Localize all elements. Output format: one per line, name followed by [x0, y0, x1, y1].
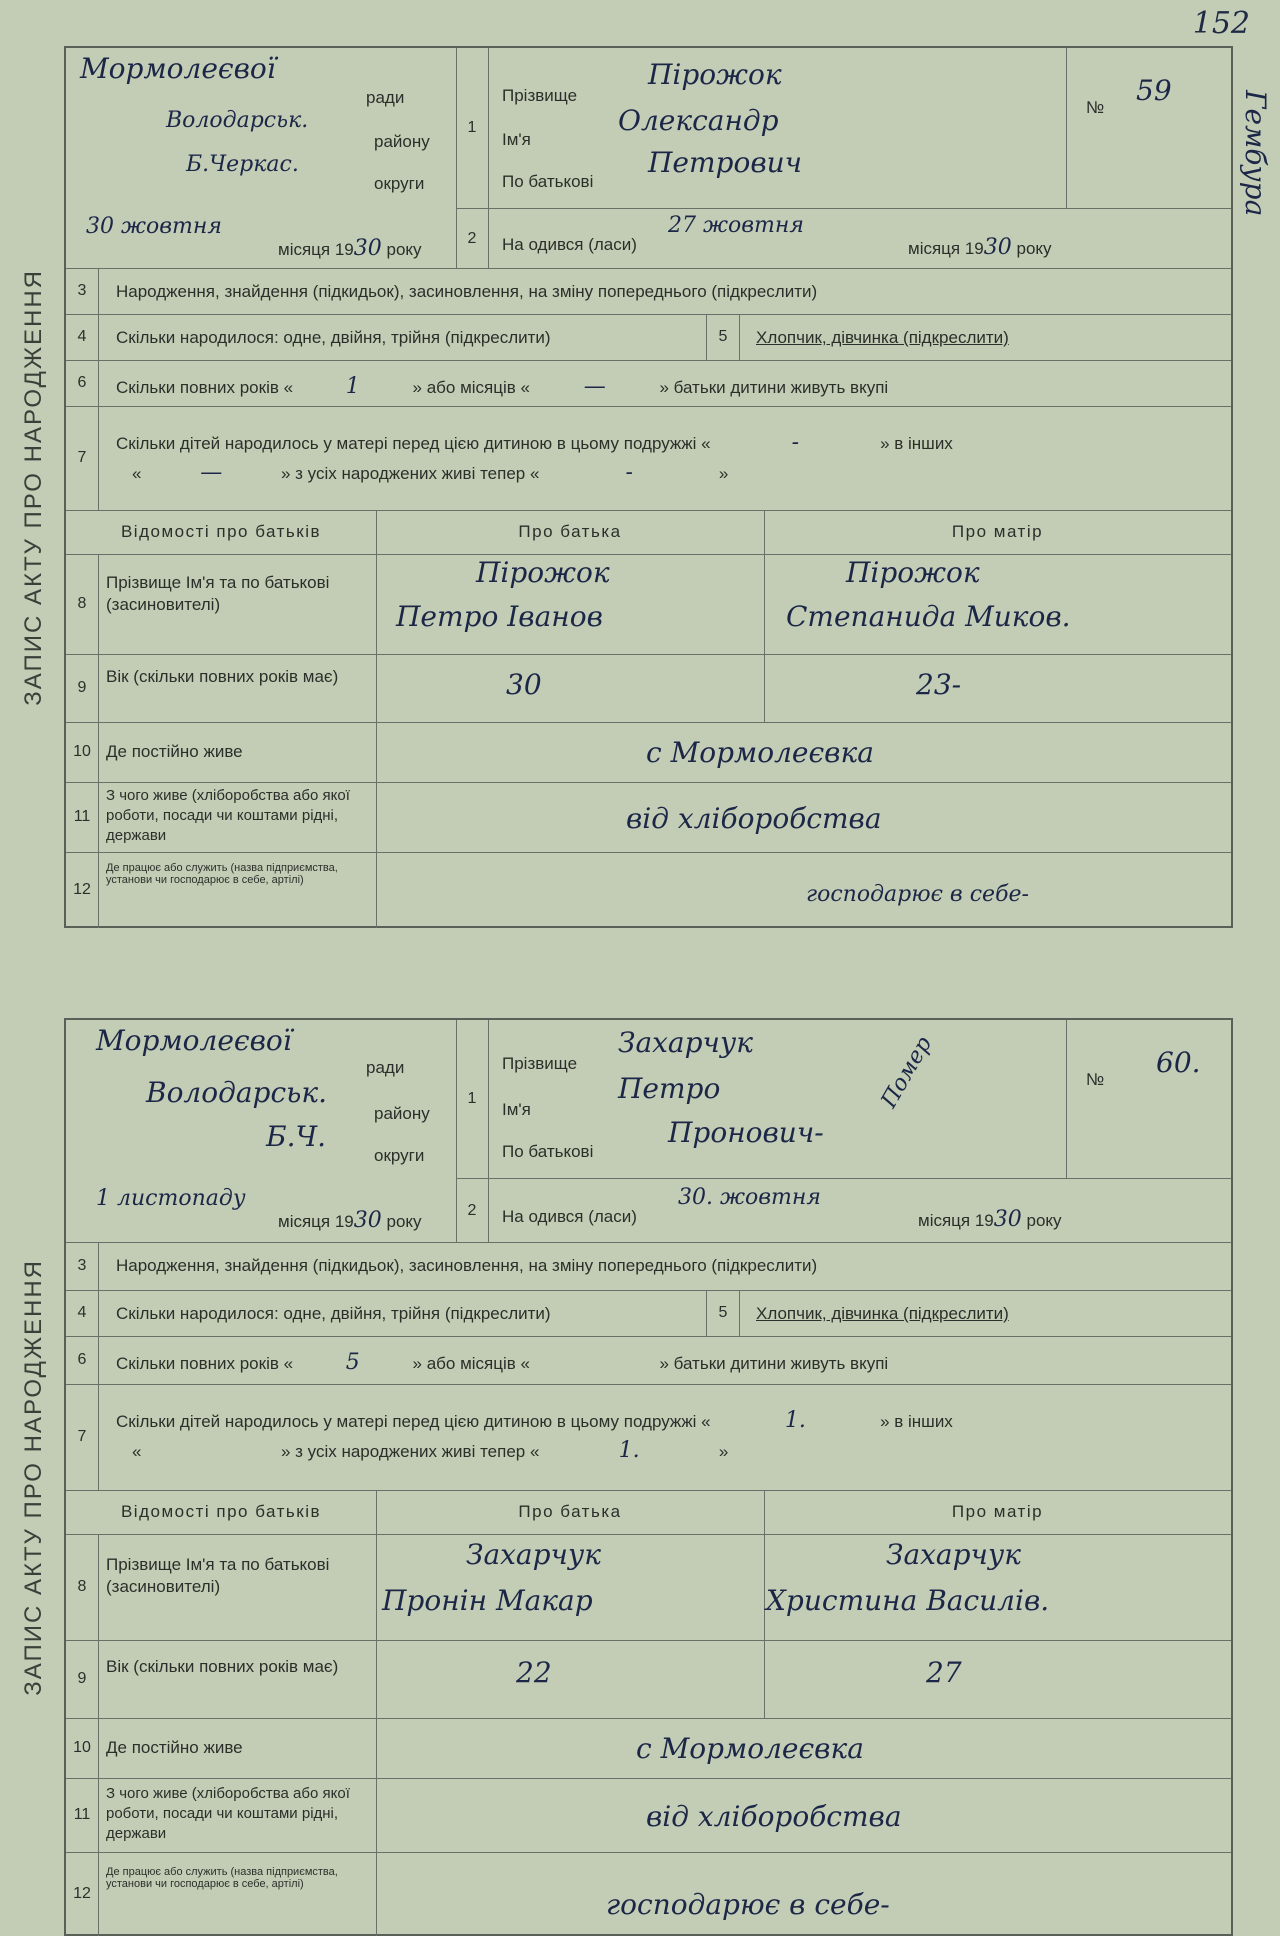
- mother-header: Про матір: [951, 522, 1044, 541]
- reg-date-value: 30 жовтня: [86, 214, 222, 239]
- born-date-value: 27 жовтня: [668, 213, 804, 238]
- name-cell: [488, 48, 1067, 208]
- record-form: [64, 46, 1233, 928]
- number-label: №: [1086, 1070, 1105, 1089]
- born-date-value: 30. жовтня: [678, 1185, 821, 1210]
- record-form: [64, 1018, 1233, 1936]
- row-number-1: 1: [456, 1020, 489, 1178]
- livelihood: від хліборобства: [626, 802, 882, 835]
- born-label: На одився (ласи): [502, 1207, 637, 1226]
- father-age: 30: [506, 668, 542, 701]
- death-note: Помер: [876, 1032, 938, 1113]
- row-4: 4 Скільки народилося: одне, двійня, трійня (підкреслити) 5 Хлопчик, дівчинка (підкреслити): [66, 314, 1231, 361]
- reg-month-label: місяця 1930 року: [278, 236, 422, 261]
- raion-label: району: [374, 1104, 430, 1123]
- row4-text: Скільки народилося: одне, двійня, трійня (підкреслити): [116, 1304, 551, 1323]
- okruha-label: округи: [374, 174, 425, 193]
- row6-text: Скільки повних років « 5 » або місяців « » батьки дитини живуть вкупі: [116, 1350, 889, 1375]
- born-month-label: місяця 1930 року: [908, 235, 1052, 260]
- row8-label: Прізвище Ім'я та по батькові (засиновителі): [106, 573, 330, 614]
- father-age: 22: [516, 1656, 552, 1689]
- raion-value: Володарськ.: [166, 108, 309, 133]
- header-block: [66, 1020, 1231, 1243]
- name-value: Олександр: [618, 104, 779, 137]
- mother-name-1: Пірожок: [846, 556, 980, 589]
- patronymic-value: Петрович: [648, 146, 803, 179]
- mother-name-1: Захарчук: [886, 1538, 1021, 1571]
- okruha-value: Б.Ч.: [266, 1120, 327, 1153]
- row-8: 8 Прізвище Ім'я та по батькові (засиновителі) Захарчук Пронін Макар Захарчук Христина Василів.: [66, 1534, 1231, 1641]
- row-11: 11 З чого живе (хліборобства або якої роботи, посади чи коштами рідні, держави від хліборобства: [66, 1778, 1231, 1853]
- row7-line2: « — » з усіх народжених живі тепер « - »: [132, 460, 729, 485]
- row10-label: Де постійно живе: [106, 1738, 243, 1757]
- row3-text: Народження, знайдення (підкидьок), засиновлення, на зміну попереднього (підкреслити): [116, 282, 818, 301]
- row-10: 10 Де постійно живе с Мормолеєвка: [66, 1718, 1231, 1779]
- number-label: №: [1086, 98, 1105, 117]
- row7-line1: Скільки дітей народилось у матері перед цією дитиною в цьому подружжі « 1. » в інших: [116, 1408, 953, 1433]
- rada-label: ради: [366, 88, 405, 107]
- mother-header: Про матір: [951, 1502, 1044, 1521]
- row5-text: Хлопчик, дівчинка (підкреслити): [756, 328, 1009, 347]
- surname-value: Пірожок: [648, 58, 782, 91]
- row-6: 6 Скільки повних років « 5 » або місяців « » батьки дитини живуть вкупі: [66, 1336, 1231, 1385]
- born-cell: [488, 1178, 1231, 1243]
- birth-record-59: [8, 46, 1233, 928]
- name-cell: [488, 1020, 1067, 1178]
- raion-label: району: [374, 132, 430, 151]
- workplace: господарює в себе-: [606, 1888, 890, 1921]
- margin-note: Гембура: [1239, 90, 1272, 217]
- number-cell: [1066, 1020, 1231, 1150]
- surname-label: Прізвище: [502, 1054, 578, 1073]
- livelihood: від хліборобства: [646, 1800, 902, 1833]
- header-block: [66, 48, 1231, 269]
- parents-header: Відомості про батьків: [66, 510, 377, 554]
- record-number: 60.: [1156, 1046, 1201, 1079]
- row5-text: Хлопчик, дівчинка (підкреслити): [756, 1304, 1009, 1323]
- born-label: На одився (ласи): [502, 235, 637, 254]
- row-3: 3 Народження, знайдення (підкидьок), засиновлення, на зміну попереднього (підкреслити): [66, 1242, 1231, 1291]
- born-month-label: місяця 1930 року: [918, 1207, 1062, 1232]
- surname-label: Прізвище: [502, 86, 578, 105]
- record-side-title: ЗАПИС АКТУ ПРО НАРОДЖЕННЯ: [20, 1258, 47, 1696]
- father-name-cell: Захарчук Пронін Макар: [376, 1534, 765, 1640]
- row3-text: Народження, знайдення (підкидьок), засиновлення, на зміну попереднього (підкреслити): [116, 1256, 818, 1275]
- name-value: Петро: [618, 1072, 721, 1105]
- row11-label: З чого живе (хліборобства або якої роботи, посади чи коштами рідні, держави: [106, 787, 350, 844]
- rada-value: Мормолеєвої: [96, 1024, 292, 1057]
- mother-age: 27: [926, 1656, 962, 1689]
- row12-label: Де працює або служить (назва підприємства, установи чи господарює в себе, артілі): [106, 1866, 338, 1890]
- row9-label: Вік (скільки повних років має): [106, 667, 339, 686]
- workplace: господарює в себе-: [806, 882, 1029, 907]
- surname-value: Захарчук: [618, 1026, 753, 1059]
- row10-label: Де постійно живе: [106, 742, 243, 761]
- reg-month-label: місяця 1930 року: [278, 1208, 422, 1233]
- okruha-value: Б.Черкас.: [186, 152, 299, 177]
- row-6: 6 Скільки повних років « 1 » або місяців « — » батьки дитини живуть вкупі: [66, 360, 1231, 407]
- row6-text: Скільки повних років « 1 » або місяців « — » батьки дитини живуть вкупі: [116, 374, 889, 399]
- row-4: 4 Скільки народилося: одне, двійня, трійня (підкреслити) 5 Хлопчик, дівчинка (підкреслити): [66, 1290, 1231, 1337]
- birth-record-60: [8, 1018, 1233, 1936]
- row9-label: Вік (скільки повних років має): [106, 1657, 339, 1676]
- row7-line2: « » з усіх народжених живі тепер « 1. »: [132, 1438, 729, 1463]
- name-label: Ім'я: [502, 130, 531, 149]
- row-number-2: 2: [456, 1178, 489, 1243]
- father-name-cell: Пірожок Петро Іванов: [376, 554, 765, 654]
- okruha-label: округи: [374, 1146, 425, 1165]
- parents-header: Відомості про батьків: [66, 1490, 377, 1534]
- row-3: 3 Народження, знайдення (підкидьок), засиновлення, на зміну попереднього (підкреслити): [66, 268, 1231, 315]
- page-number: 152: [1192, 6, 1250, 41]
- residence: с Мормолеєвка: [646, 736, 874, 769]
- row-8: 8 Прізвище Ім'я та по батькові (засиновителі) Пірожок Петро Іванов Пірожок Степанида Миков.: [66, 554, 1231, 655]
- rada-value: Мормолеєвої: [80, 52, 276, 85]
- record-side-title: ЗАПИС АКТУ ПРО НАРОДЖЕННЯ: [20, 268, 47, 706]
- mother-name-2: Степанида Миков.: [786, 600, 1071, 633]
- row-7: 7 Скільки дітей народилось у матері перед цією дитиною в цьому подружжі « - » в інших « — » з усіх народжених живі тепер « - »: [66, 406, 1231, 511]
- record-number: 59: [1136, 74, 1172, 107]
- row-11: 11 З чого живе (хліборобства або якої роботи, посади чи коштами рідні, держави від хліборобства: [66, 782, 1231, 853]
- number-cell: [1066, 48, 1231, 178]
- father-header: Про батька: [376, 510, 765, 554]
- mother-name-2: Христина Василів.: [766, 1584, 1050, 1617]
- mother-age: 23-: [916, 668, 962, 701]
- row-10: 10 Де постійно живе с Мормолеєвка: [66, 722, 1231, 783]
- residence: с Мормолеєвка: [636, 1732, 864, 1765]
- patronymic-label: По батькові: [502, 172, 594, 191]
- patronymic-value: Пронович-: [668, 1116, 824, 1149]
- row-number-1: 1: [456, 48, 489, 208]
- name-label: Ім'я: [502, 1100, 531, 1119]
- row4-text: Скільки народилося: одне, двійня, трійня (підкреслити): [116, 328, 551, 347]
- row11-label: З чого живе (хліборобства або якої роботи, посади чи коштами рідні, держави: [106, 1785, 350, 1842]
- patronymic-label: По батькові: [502, 1142, 594, 1161]
- father-header: Про батька: [376, 1490, 765, 1534]
- rada-label: ради: [366, 1058, 405, 1077]
- raion-value: Володарськ.: [146, 1076, 328, 1109]
- row-9: 9 Вік (скільки повних років має) 22 27: [66, 1640, 1231, 1719]
- row-7: 7 Скільки дітей народилось у матері перед цією дитиною в цьому подружжі « 1. » в інших « » з усіх народжених живі тепер « 1. »: [66, 1384, 1231, 1491]
- born-cell: [488, 208, 1231, 269]
- reg-date-value: 1 листопаду: [96, 1186, 246, 1211]
- row12-label: Де працює або служить (назва підприємства, установи чи господарює в себе, артілі): [106, 862, 338, 886]
- row7-line1: Скільки дітей народилось у матері перед цією дитиною в цьому подружжі « - » в інших: [116, 430, 953, 455]
- parents-header-row: [66, 1490, 1231, 1535]
- row-9: 9 Вік (скільки повних років має) 30 23-: [66, 654, 1231, 723]
- row-number-2: 2: [456, 208, 489, 269]
- parents-header-row: [66, 510, 1231, 555]
- row-12: 12 Де працює або служить (назва підприємства, установи чи господарює в себе, артілі) господарює в себе-: [66, 1852, 1231, 1936]
- row8-label: Прізвище Ім'я та по батькові (засиновителі): [106, 1555, 330, 1596]
- row-12: 12 Де працює або служить (назва підприємства, установи чи господарює в себе, артілі) господарює в себе-: [66, 852, 1231, 928]
